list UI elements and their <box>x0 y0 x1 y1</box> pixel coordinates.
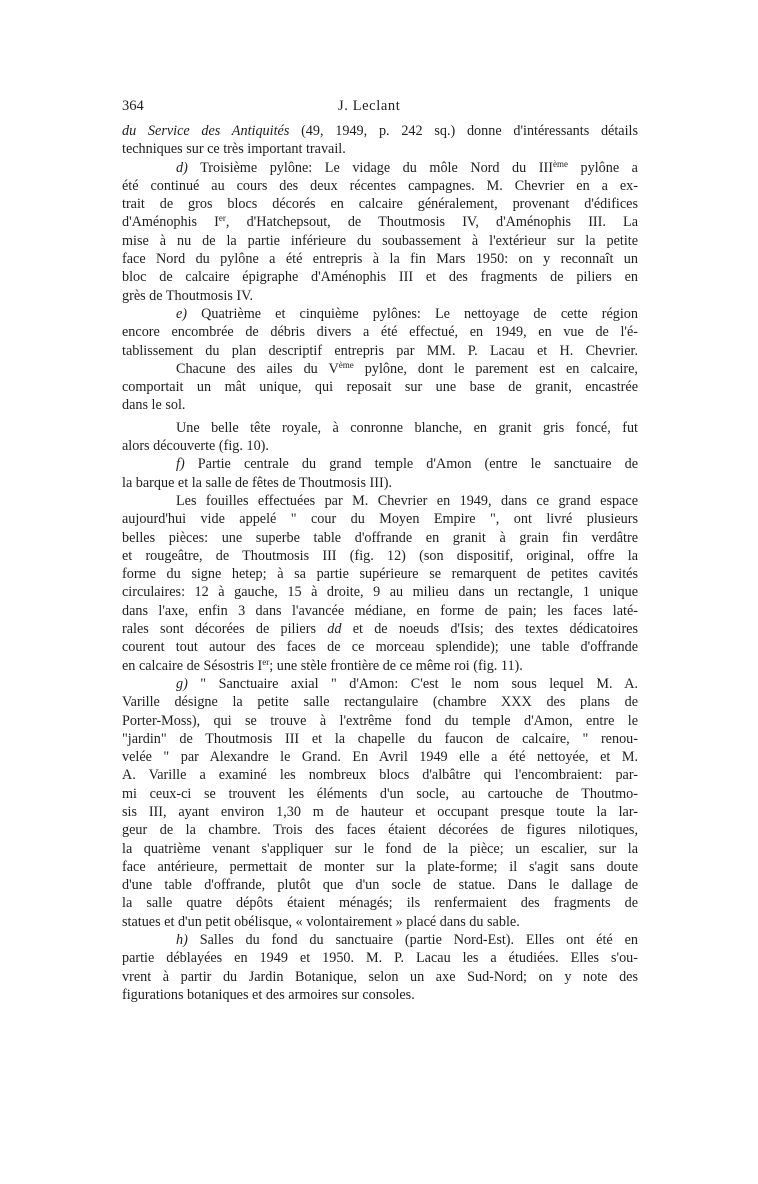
text-line <box>122 766 638 784</box>
text-line <box>122 986 638 1004</box>
text-segment: figurations botaniques et des armoires sur consoles. <box>122 986 415 1003</box>
text-line <box>122 657 638 675</box>
text-line <box>122 620 638 638</box>
text-line <box>122 122 638 140</box>
text-segment: et rougeâtre, de Thoutmosis III (fig. 12) (son dispositif, original, offre la <box>122 547 638 564</box>
text-segment: ; une stèle frontière de ce même roi (fig. 11). <box>269 657 523 674</box>
superscript: ème <box>338 359 354 370</box>
text-line <box>122 583 638 601</box>
text-line <box>122 492 638 510</box>
text-segment: , d'Hatchepsout, de Thoutmosis IV, d'Aménophis III. La <box>225 214 639 231</box>
italic-text: du Service des Antiquités <box>122 123 290 139</box>
text-segment: grès de Thoutmosis IV. <box>122 287 254 304</box>
text-segment: alors découverte (fig. 10). <box>122 438 269 455</box>
text-segment: la salle quatre dépôts étaient ménagés; ils renfermaient des fragments de <box>122 895 638 912</box>
text-line <box>122 785 638 803</box>
text-segment: la barque et la salle de fêtes de Thoutmosis III). <box>122 474 392 491</box>
text-line <box>122 268 638 286</box>
italic-text: f) <box>176 456 185 473</box>
text-segment: " Sanctuaire axial " d'Amon: C'est le nom sous lequel M. A. <box>187 675 638 692</box>
superscript: ème <box>552 158 568 169</box>
text-line <box>122 437 638 455</box>
text-segment: dans l'axe, enfin 3 dans l'avancée médiane, en forme de pain; les faces laté- <box>122 602 638 619</box>
text-line <box>122 931 638 949</box>
text-line <box>122 287 638 305</box>
text-segment: aujourd'hui vide appelé " cour du Moyen Empire ", ont livré plusieurs <box>122 511 638 528</box>
text-line <box>122 803 638 821</box>
italic-text: d) <box>176 159 188 176</box>
text-line <box>122 638 638 656</box>
text-segment: pylône a <box>567 159 638 176</box>
text-line <box>122 712 638 730</box>
body-text <box>122 122 638 1004</box>
italic-text: h) <box>176 932 188 949</box>
text-segment: comportait un mât unique, qui reposait sur une base de granit, encastrée <box>122 379 638 396</box>
text-segment: d'Aménophis I <box>122 214 219 231</box>
text-segment: dans le sol. <box>122 397 186 414</box>
text-segment: (49, 1949, p. 242 sq.) donne d'intéressants détails <box>289 123 638 139</box>
text-line <box>122 675 638 693</box>
text-line <box>122 305 638 323</box>
running-header <box>122 98 638 120</box>
text-segment: été continué au cours des deux récentes campagnes. M. Chevrier en a ex- <box>122 177 638 194</box>
text-line <box>122 342 638 360</box>
text-line <box>122 360 638 378</box>
text-segment: Partie centrale du grand temple d'Amon (entre le sanctuaire de <box>184 456 638 473</box>
text-line <box>122 510 638 528</box>
text-segment: belles pièces: une superbe table d'offrande en granit à grain fin verdâtre <box>122 529 638 546</box>
text-segment: trait de gros blocs décorés en calcaire généralement, provenant d'édifices <box>122 196 638 213</box>
text-line <box>122 140 638 158</box>
text-line <box>122 396 638 414</box>
text-line <box>122 195 638 213</box>
text-line <box>122 474 638 492</box>
text-segment: vrent à partir du Jardin Botanique, selon un axe Sud-Nord; on y note des <box>122 968 638 985</box>
text-line <box>122 858 638 876</box>
text-line <box>122 730 638 748</box>
text-segment: forme du signe hetep; à sa partie supérieure se remarquent de petites cavités <box>122 566 638 583</box>
text-segment: "jardin" de Thoutmosis III et la chapelle du faucon de calcaire, " renou- <box>122 730 638 747</box>
text-segment: partie déblayées en 1949 et 1950. M. P. Lacau les a étudiées. Elles s'ou- <box>122 950 638 967</box>
text-segment: Salles du fond du sanctuaire (partie Nord-Est). Elles ont été en <box>187 932 638 949</box>
text-line <box>122 378 638 396</box>
text-line <box>122 455 638 473</box>
text-segment: rales sont décorées de piliers <box>122 621 328 638</box>
text-segment: encore encombrée de débris divers a été effectué, en 1949, en vue de l'é- <box>122 324 638 341</box>
text-line <box>122 894 638 912</box>
text-line <box>122 565 638 583</box>
text-segment: Porter-Moss), qui se trouve à l'extrême fond du temple d'Amon, entre le <box>122 712 638 729</box>
text-segment: mi ceux-ci se trouvent les éléments d'un socle, au cartouche de Thoutmo- <box>122 785 638 802</box>
text-segment: statues et d'un petit obélisque, « volontairement » placé dans du sable. <box>122 913 520 930</box>
text-line <box>122 213 638 231</box>
text-segment: Troisième pylône: Le vidage du môle Nord du III <box>187 159 553 176</box>
text-segment: face Nord du pylône a été entrepris à la fin Mars 1950: on y reconnaît un <box>122 251 638 268</box>
text-line <box>122 547 638 565</box>
page-number: 364 <box>122 98 144 114</box>
text-segment: A. Varille a examiné les nombreux blocs d'albâtre qui l'encombraient: par- <box>122 767 638 784</box>
text-segment: d'une table d'offrande, plutôt que d'un socle de statue. Dans le dallage de <box>122 877 638 894</box>
italic-text: g) <box>176 675 188 692</box>
text-segment: geur de la chambre. Trois des faces étaient décorées de figures nilotiques, <box>122 822 638 839</box>
superscript: er <box>218 213 226 224</box>
text-line <box>122 529 638 547</box>
text-line <box>122 323 638 341</box>
text-line <box>122 419 638 437</box>
text-segment: face antérieure, permettait de monter sur la plate-forme; il s'agit sans doute <box>122 858 638 875</box>
text-segment: mise à nu de la partie inférieure du soubassement à l'extérieur sur la petite <box>122 232 638 249</box>
text-line <box>122 876 638 894</box>
text-segment: techniques sur ce très important travail. <box>122 141 346 158</box>
superscript: er <box>262 656 270 667</box>
text-line <box>122 159 638 177</box>
text-line <box>122 177 638 195</box>
text-segment: bloc de calcaire épigraphe d'Aménophis III et des fragments de piliers en <box>122 269 638 286</box>
text-line <box>122 693 638 711</box>
text-segment: Les fouilles effectuées par M. Chevrier en 1949, dans ce grand espace <box>176 492 638 509</box>
text-line <box>122 602 638 620</box>
text-segment: Quatrième et cinquième pylônes: Le nettoyage de cette région <box>187 305 638 322</box>
text-segment: circulaires: 12 à gauche, 15 à droite, 9 au milieu dans un rectangle, 1 unique <box>122 584 638 601</box>
text-line <box>122 968 638 986</box>
text-segment: en calcaire de Sésostris I <box>122 657 263 674</box>
text-line <box>122 913 638 931</box>
text-line <box>122 232 638 250</box>
text-segment: pylône, dont le parement est en calcaire, <box>353 360 638 377</box>
italic-text: dd <box>327 621 342 638</box>
text-segment: courent tout autour des faces de ce morceau splendide); une table d'offrande <box>122 639 638 656</box>
text-segment: sis III, ayant environ 1,30 m de hauteur et occupant presque toute la lar- <box>122 803 638 820</box>
text-segment: la quatrième venant s'appliquer sur le fond de la pièce; un escalier, sur la <box>122 840 638 857</box>
text-line <box>122 949 638 967</box>
text-segment: tablissement du plan descriptif entrepris par MM. P. Lacau et H. Chevrier. <box>122 342 638 359</box>
text-line <box>122 250 638 268</box>
text-segment: Varille désigne la petite salle rectangulaire (chambre XXX des plans de <box>122 694 638 711</box>
text-segment: velée " par Alexandre le Grand. En Avril 1949 elle a été nettoyée, et M. <box>122 749 638 766</box>
text-segment: et de noeuds d'Isis; des textes dédicatoires <box>341 621 638 638</box>
text-line <box>122 821 638 839</box>
text-line <box>122 748 638 766</box>
text-segment: Chacune des ailes du V <box>176 360 339 377</box>
text-segment: Une belle tête royale, à conronne blanche, en granit gris foncé, fut <box>176 419 638 436</box>
italic-text: e) <box>176 305 188 322</box>
text-line <box>122 840 638 858</box>
running-title: J. Leclant <box>338 98 401 114</box>
